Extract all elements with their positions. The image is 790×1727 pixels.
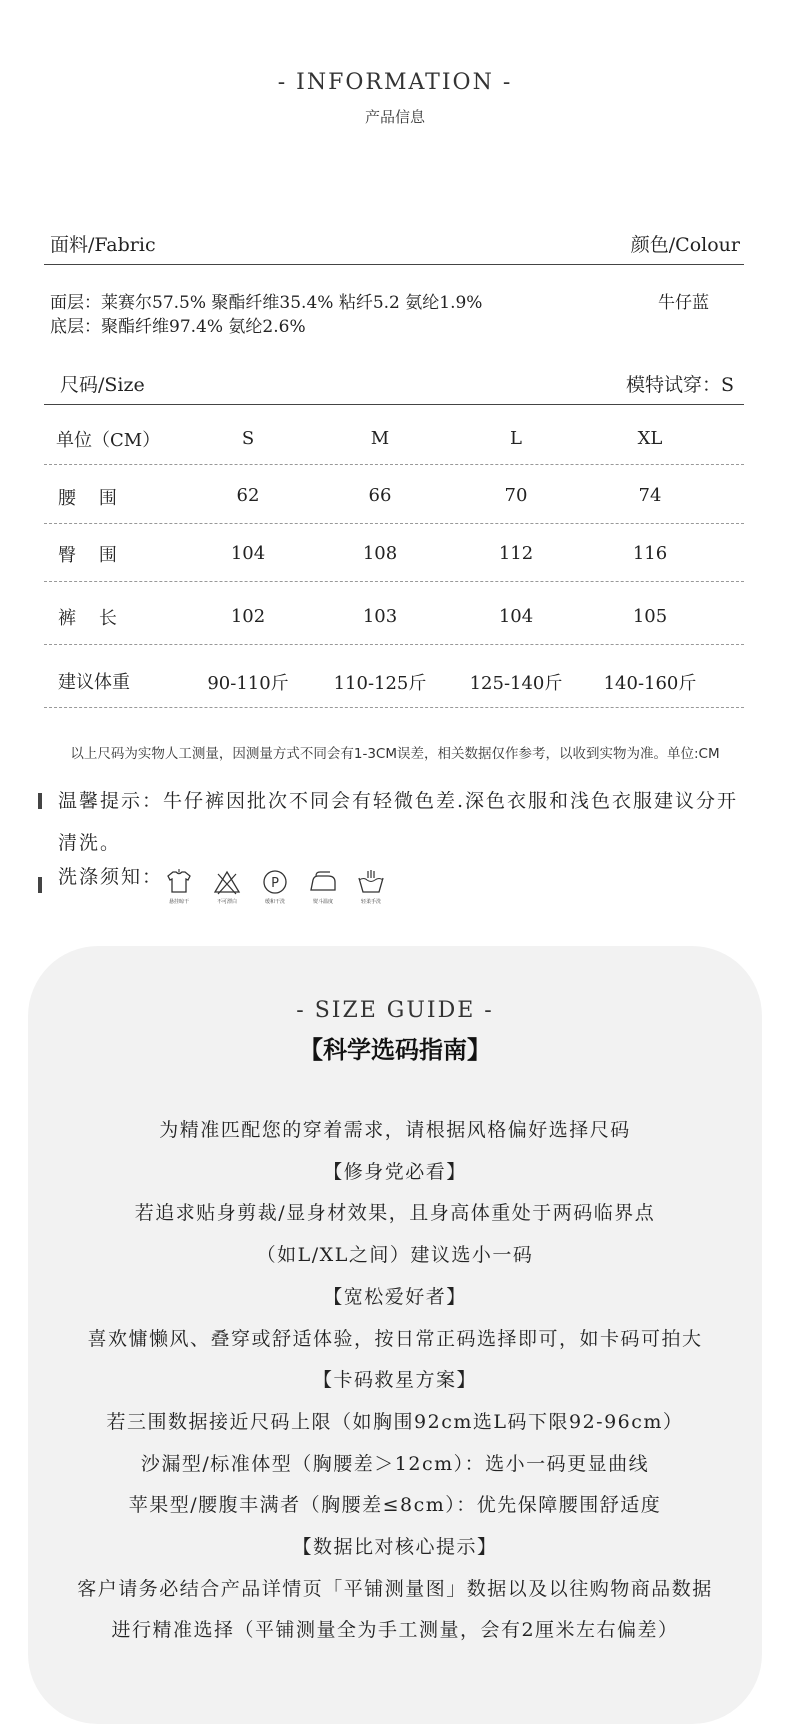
table-cell: 104 [230, 543, 266, 564]
table-cell: 110-125斤 [333, 673, 427, 694]
size-divider [44, 404, 744, 405]
wash-item [304, 868, 342, 905]
row-label-waist: 腰 围 [58, 488, 117, 509]
iron-icon [308, 868, 338, 896]
size-guide-title-cn: 【科学选码指南】 [299, 1035, 491, 1064]
guide-line: 苹果型/腰腹丰满者（胸腰差≤8cm）：优先保障腰围舒适度 [128, 1494, 662, 1517]
warm-tip-text: 温馨提示：牛仔裤因批次不同会有轻微色差.深色衣服和浅色衣服建议分开清洗。 [58, 790, 739, 854]
wash-item [256, 868, 294, 905]
table-cell: 104 [498, 606, 534, 627]
wash-item [160, 868, 198, 905]
info-title-cn: 产品信息 [364, 108, 425, 126]
wash-caption: 悬挂晾干 [168, 899, 189, 905]
measurement-note: 以上尺码为实物人工测量，因测量方式不同会有1-3CM误差，相关数据仅作参考，以收到实物为准。单位:CM [70, 746, 720, 762]
fabric-outer-layer: 面层：莱赛尔57.5% 聚酯纤维35.4% 粘纤5.2 氨纶1.9% [50, 293, 483, 313]
size-label: 尺码/Size [60, 374, 145, 396]
colour-label: 颜色/Colour [630, 234, 740, 256]
table-cell: 140-160斤 [603, 673, 697, 694]
guide-line: 若追求贴身剪裁/显身材效果，且身高体重处于两码临界点 [134, 1202, 656, 1225]
guide-heading: 【宽松爱好者】 [323, 1285, 467, 1308]
fabric-divider [44, 264, 744, 265]
guide-line: 喜欢慵懒风、叠穿或舒适体验，按日常正码选择即可，如卡码可拍大 [87, 1327, 703, 1350]
wash-caption: 轻柔手洗 [360, 899, 381, 905]
tip-bullet [38, 793, 42, 809]
guide-line: （如L/XL之间）建议选小一码 [256, 1244, 534, 1267]
wash-bullet [38, 877, 42, 893]
guide-line: 沙漏型/标准体型（胸腰差＞12cm）：选小一码更显曲线 [140, 1452, 650, 1475]
hang-dry-icon [164, 868, 194, 896]
fabric-label: 面料/Fabric [50, 234, 156, 256]
guide-line: 进行精准选择（平铺测量全为手工测量，会有2厘米左右偏差） [111, 1619, 679, 1642]
svg-text:P: P [271, 876, 279, 891]
row-label-hip: 臀 围 [58, 545, 117, 566]
table-cell: 102 [230, 606, 266, 627]
row-divider [44, 707, 744, 708]
size-guide-title-en: - SIZE GUIDE - [296, 998, 494, 1023]
row-divider [44, 523, 744, 524]
table-cell: 116 [632, 543, 668, 564]
table-cell: 90-110斤 [207, 673, 289, 694]
wash-icons [160, 868, 390, 905]
hand-wash-icon [356, 868, 386, 896]
size-header-l: L [510, 428, 522, 449]
table-cell: 105 [632, 606, 668, 627]
guide-heading: 【修身党必看】 [323, 1160, 467, 1183]
row-divider [44, 464, 744, 465]
guide-heading: 【数据比对核心提示】 [292, 1536, 498, 1559]
table-cell: 70 [504, 485, 528, 506]
wash-caption: 不可漂白 [216, 899, 237, 905]
table-cell: 74 [638, 485, 662, 506]
guide-line: 若三围数据接近尺码上限（如胸围92cm选L码下限92-96cm） [106, 1410, 684, 1433]
table-cell: 112 [498, 543, 534, 564]
wash-caption: 缓和干洗 [264, 899, 285, 905]
table-cell: 66 [368, 485, 392, 506]
size-guide-body [0, 1110, 790, 1652]
guide-heading: 【卡码救星方案】 [312, 1369, 477, 1392]
fabric-inner-layer: 底层：聚酯纤维97.4% 氨纶2.6% [50, 317, 306, 337]
wash-item [352, 868, 390, 905]
table-cell: 62 [236, 485, 260, 506]
table-cell: 108 [362, 543, 398, 564]
model-size-label: 模特试穿：S [625, 374, 734, 396]
table-cell: 103 [362, 606, 398, 627]
unit-label: 单位（CM） [56, 430, 161, 451]
no-bleach-icon [212, 868, 242, 896]
wash-label: 洗涤须知： [58, 866, 164, 888]
wash-caption: 熨斗温度 [312, 899, 333, 905]
guide-line: 客户请务必结合产品详情页「平铺测量图」数据以及以往购物商品数据 [77, 1577, 713, 1600]
table-cell: 125-140斤 [469, 673, 563, 694]
size-header-xl: XL [637, 428, 663, 449]
info-title-en: - INFORMATION - [277, 70, 513, 95]
row-label-weight: 建议体重 [58, 672, 130, 693]
size-header-s: S [241, 428, 255, 449]
row-divider [44, 581, 744, 582]
guide-line: 为精准匹配您的穿着需求，请根据风格偏好选择尺码 [159, 1119, 631, 1141]
wash-item [208, 868, 246, 905]
colour-value: 牛仔蓝 [658, 293, 709, 313]
size-header-m: M [370, 428, 390, 449]
dry-clean-p-icon [260, 868, 290, 896]
row-label-length: 裤 长 [58, 608, 117, 629]
row-divider [44, 644, 744, 645]
